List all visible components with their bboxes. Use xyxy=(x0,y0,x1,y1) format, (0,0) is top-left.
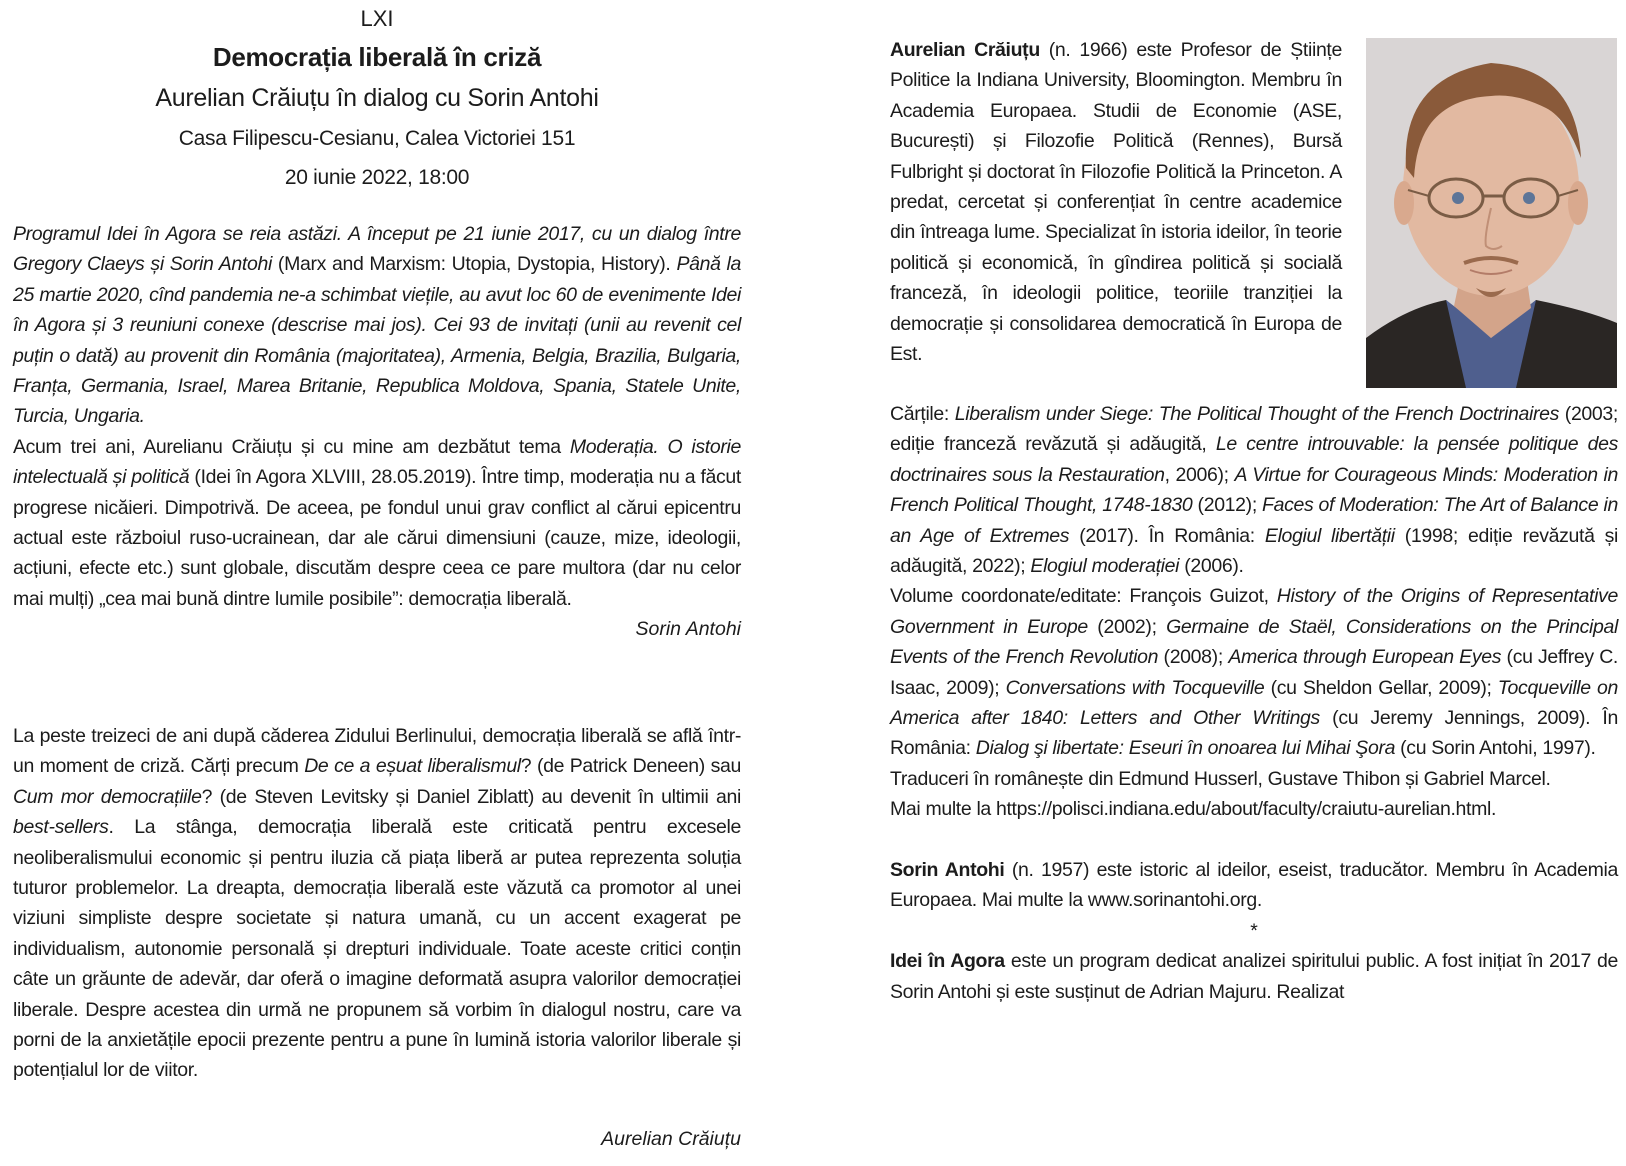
intro-section xyxy=(13,219,741,645)
intro-italic-text: Până la 25 martie 2020, cînd pandemia ne-a schimbat viețile, au avut loc 60 de evenimente Idei în Agora și 3 reuniuni conexe (descrise mai jos). Cei 93 de invitați (unii au revenit cel puțin o dată) au provenit din România (majoritatea), Armenia, Belgia, Brazilia, Bulgaria, Franța, Germania, Israel, Marea Britanie, Republica Moldova, Spania, Statele Unite, Turcia, Ungaria. xyxy=(13,253,742,428)
bio-name: Aurelian Crăiuțu xyxy=(890,39,1040,61)
book-title: Conversations with Tocqueville xyxy=(1005,676,1265,699)
intro-paragraph-2 xyxy=(13,432,741,614)
program-text: este un program dedicat analizei spiritului public. A fost inițiat în 2017 de Sorin Antohi și este susținut de Adrian Majuru. Realizat xyxy=(890,950,1618,1003)
book-title: A Virtue for Courageous Minds: Moderation in French Political Thought, 1748-1830 xyxy=(890,463,1618,517)
volumes-text: (cu Sheldon Gellar, 2009); xyxy=(1264,676,1498,699)
volumes-text: (2008); xyxy=(1158,646,1229,669)
intro-signature: Sorin Antohi xyxy=(635,618,741,641)
book-title: Elogiul moderației xyxy=(1030,555,1180,578)
book-title: Dialog şi libertate: Eseuri în onoarea lui Mihai Şora xyxy=(975,737,1396,760)
essay-text: La peste treizeci de ani după căderea Zidului Berlinului, democrația liberală se află într-un moment de criză. Cărți precum xyxy=(13,725,741,778)
book-title: Germaine de Staël, Considerations on the Principal Events of the French Revolution xyxy=(890,615,1618,669)
books-text: (1998; ediție revăzută și adăugită, 2022); xyxy=(890,524,1618,578)
book-title: Moderația. O istorie intelectuală și politică xyxy=(13,435,741,489)
books-text: (2006). xyxy=(1179,555,1244,578)
book-title: Tocqueville on America after 1840: Letters and Other Writings xyxy=(890,676,1618,730)
intro-paragraph-1 xyxy=(13,219,741,432)
intro-regular-text: (Idei în Agora XLVIII, 28.05.2019). Între timp, moderația nu a făcut progrese nicăieri. Dimpotrivă. De aceea, pe fondul unui grav conflict al cărui epicentru actual este războiul ruso-ucrainean, dar ale cărui dimensiuni (cauze, mize, ideologii, acțiuni, efecte etc.) sunt globale, discutăm despre ceea ce pare multora (dar nu celor mai mulți) „cea mai bună dintre lumile posibile”: democrația liberală. xyxy=(13,466,741,610)
essay-text: . La stânga, democrația liberală este criticată pentru excesele neoliberalismului economic și pentru iluzia că piața liberă ar putea reprezenta soluția tuturor problemelor. La dreapta, democrația liberală este văzută ca promotor al unei viziuni simpliste despre societate și natura umană, cu un accent exagerat pe individualism, autonomie personală și drepturi individuale. Toate aceste critici conțin câte un grăunte de adevăr, dar oferă o imagine deformată asupra valorilor democrației liberale. Despre acestea din urmă ne propunem să vorbim în dialogul nostru, care va porni de la anxietățile epocii prezente pentru a pune în lumină istoria valorilor liberale și potențialul lor de viitor. xyxy=(13,816,741,1082)
volumes-text: (cu Jeffrey C. Isaac, 2009); xyxy=(890,646,1618,699)
volumes-text: (cu Jeremy Jennings, 2009). În România: xyxy=(890,707,1618,760)
book-title: Liberalism under Siege: The Political Thought of the French Doctrinaires xyxy=(954,403,1560,425)
books-label: Cărțile: xyxy=(890,403,955,425)
portrait-photo xyxy=(1366,38,1617,388)
books-paragraph xyxy=(890,399,1618,581)
book-title: America through European Eyes xyxy=(1228,646,1502,669)
event-datetime: 20 iunie 2022, 18:00 xyxy=(284,166,470,189)
essay-signature: Aurelian Crăiuțu xyxy=(601,1128,741,1150)
bio-craiutu xyxy=(890,35,1342,369)
essay-section xyxy=(13,721,741,1086)
program-name: Idei în Agora xyxy=(890,950,1005,973)
book-title: Faces of Moderation: The Art of Balance in an Age of Extremes xyxy=(890,494,1618,547)
bio-antohi xyxy=(890,855,1618,916)
bio-craiutu-paragraph xyxy=(890,35,1342,369)
essay-paragraph xyxy=(13,721,741,1086)
book-title: De ce a eșuat liberalismul xyxy=(304,755,521,778)
essay-text: ? (de Steven Levitsky și Daniel Ziblatt) au devenit în ultimii ani xyxy=(201,785,742,808)
event-subtitle: Aurelian Crăiuțu în dialog cu Sorin Antohi xyxy=(155,84,599,112)
volumes-text: (2002); xyxy=(1087,615,1167,638)
essay-text: ? (de Patrick Deneen) sau xyxy=(520,755,742,778)
spacer xyxy=(890,825,1618,855)
books-text: (2017). În România: xyxy=(1069,524,1265,547)
bio-text: (n. 1966) este Profesor de Științe Politice la Indiana University, Bloomington. Membru în Academia Europaea. Studii de Economie (ASE, București) și Filozofie Politică (Rennes), Bursă Fulbright și doctorat în Filozofie Politică la Princeton. A predat, cercetat și conferențiat în centre academice din întreaga lume. Specializat în istoria ideilor, în teorie politică și economică, în gîndirea politică și socială franceză, în ideologii politice, teoriile tranziției la democrație și consolidarea democratică în Europa de Est. xyxy=(890,39,1342,366)
intro-regular-text: Acum trei ani, Aurelianu Crăiuțu și cu mine am dezbătut tema xyxy=(13,435,570,458)
book-title: Le centre introuvable: la pensée politique des doctrinaires sous la Restauration xyxy=(890,433,1619,486)
volumes-label: Volume coordonate/editate: François Guizot, xyxy=(890,585,1277,608)
essay-italic-term: best-sellers xyxy=(13,816,109,839)
books-text: (2012); xyxy=(1192,494,1263,517)
book-title: Cum mor democrațiile xyxy=(13,785,202,808)
translations-paragraph: Traduceri în românește din Edmund Husserl, Gustave Thibon și Gabriel Marcel. xyxy=(890,767,1551,790)
book-title: Elogiul libertății xyxy=(1264,524,1395,547)
section-separator: * xyxy=(1250,919,1258,942)
event-number: LXI xyxy=(360,6,394,31)
books-text: , 2006); xyxy=(1164,463,1235,486)
bio-craiutu-works xyxy=(890,399,1618,1007)
event-venue: Casa Filipescu-Cesianu, Calea Victoriei 151 xyxy=(178,127,576,150)
volumes-text: (cu Sorin Antohi, 1997). xyxy=(1395,737,1596,760)
program-paragraph xyxy=(890,946,1618,1007)
intro-regular-text: (Marx and Marxism: Utopia, Dystopia, History). xyxy=(271,253,677,276)
intro-italic-text: Programul Idei în Agora se reia astăzi. A început pe 21 iunie 2017, cu un dialog între Gregory Claeys și Sorin Antohi xyxy=(13,223,741,276)
book-title: History of the Origins of Representative Government in Europe xyxy=(890,585,1618,638)
bio-text: (n. 1957) este istoric al ideilor, eseist, traducător. Membru în Academia Europaea. Mai multe la www.sorinantohi.org. xyxy=(890,859,1619,912)
bio-name: Sorin Antohi xyxy=(890,859,1005,882)
books-text: (2003; ediție franceză revăzută și adăugită, xyxy=(890,403,1618,456)
portrait-image xyxy=(1366,38,1617,388)
event-title: Democrația liberală în criză xyxy=(212,42,542,72)
more-info-link[interactable]: Mai multe la https://polisci.indiana.edu/about/faculty/craiutu-aurelian.html. xyxy=(890,798,1497,821)
volumes-paragraph xyxy=(890,581,1618,763)
